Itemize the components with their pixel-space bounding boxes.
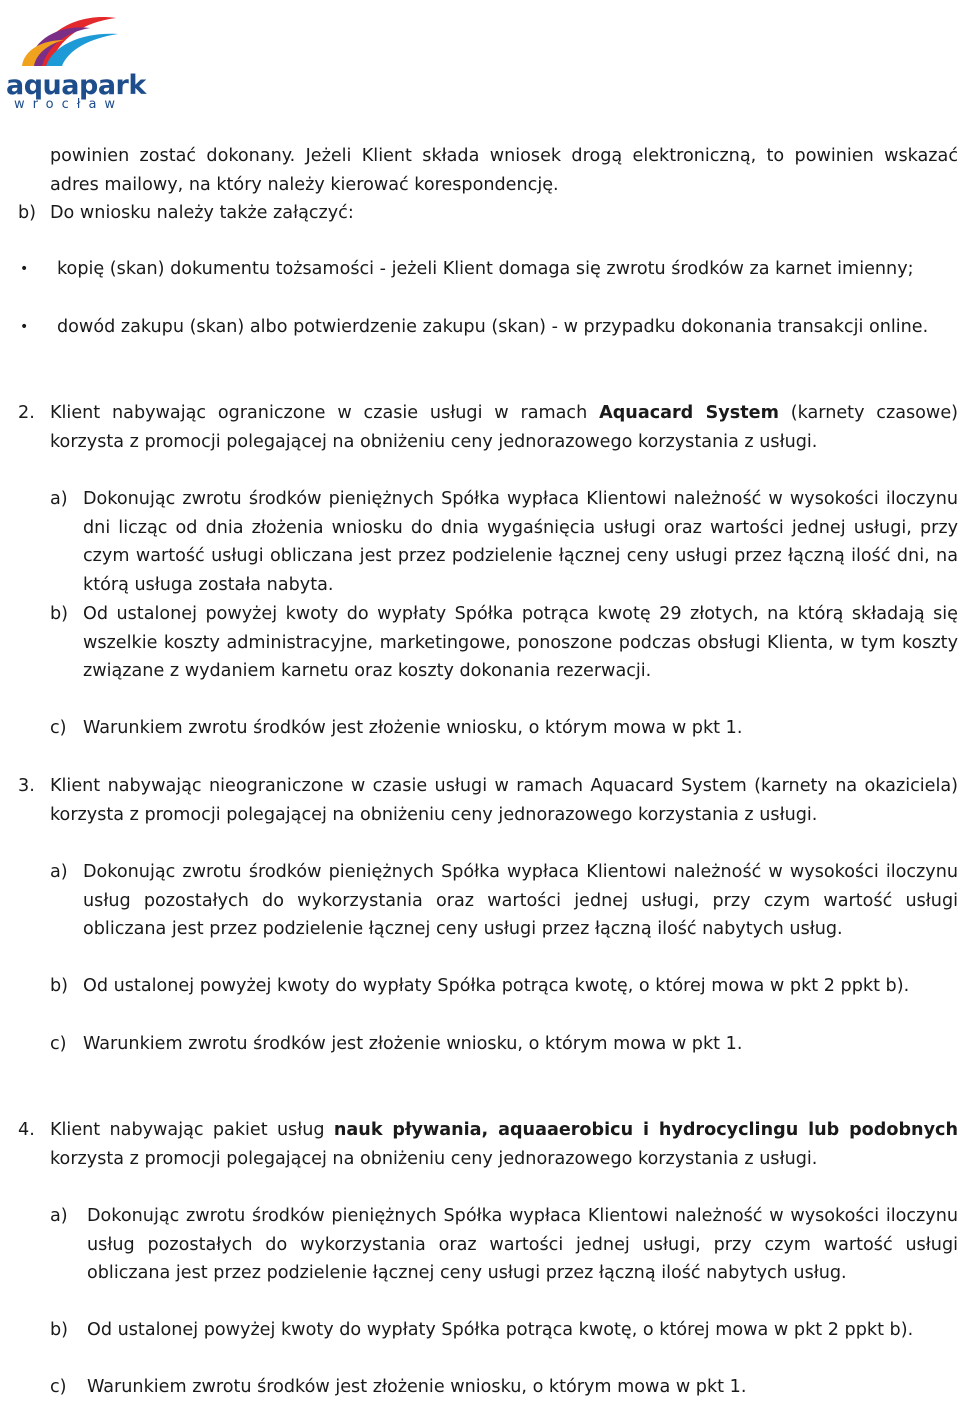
s4-item-text: Dokonując zwrotu środków pieniężnych Spółka wypłaca Klientowi należność w wysokości iloczynu usług pozostałych do wykorzystania oraz wartości jednej usługi, przy czym wartość usługi obliczana jest przez podzielenie łącznej ceny usługi przez łączną ilość nabytych usług. — [87, 1206, 958, 1284]
section-4-paragraph — [50, 1116, 958, 1173]
s4-item-label: c) — [50, 1377, 67, 1397]
bullet-item: dowód zakupu (skan) albo potwierdzenie zakupu (skan) - w przypadku dokonania transakcji online. — [57, 317, 929, 337]
s3-item-text: Dokonując zwrotu środków pieniężnych Spółka wypłaca Klientowi należność w wysokości iloczynu usług pozostałych do wykorzystania oraz wartości jednej usługi, przy czym wartość usługi obliczana jest przez podzielenie łącznej ceny usługi przez łączną ilość nabytych usług. — [83, 862, 958, 940]
s4-item-text: Warunkiem zwrotu środków jest złożenie wniosku, o którym mowa w pkt 1. — [87, 1377, 747, 1397]
logo-wordmark: aquapark — [6, 70, 146, 101]
bullet-item: kopię (skan) dokumentu tożsamości - jeżeli Klient domaga się zwrotu środków za karnet imienny; — [57, 259, 914, 279]
s2-item-label: a) — [50, 489, 68, 509]
s3-item-text: Warunkiem zwrotu środków jest złożenie wniosku, o którym mowa w pkt 1. — [83, 1034, 743, 1054]
section-3-number: 3. — [18, 776, 35, 796]
s3-item-label: a) — [50, 862, 68, 882]
s4-item-label: a) — [50, 1206, 68, 1226]
wave-logo-icon — [6, 4, 131, 74]
s3-item-label: b) — [50, 976, 69, 996]
bullet-icon: • — [20, 261, 29, 277]
s4-item-text: Od ustalonej powyżej kwoty do wypłaty Spółka potrąca kwotę, o której mowa w pkt 2 ppkt b). — [87, 1320, 914, 1340]
section-2-bold: Aquacard System — [599, 403, 779, 423]
bullet-icon: • — [20, 319, 29, 335]
section-2-paragraph — [50, 399, 958, 456]
intro-paragraph: powinien zostać dokonany. Jeżeli Klient składa wniosek drogą elektroniczną, to powinien wskazać adres mailowy, na który należy kierować korespondencję. — [50, 146, 958, 195]
intro-b-text: Do wniosku należy także załączyć: — [50, 203, 354, 223]
section-2-number: 2. — [18, 403, 35, 423]
section-4-number: 4. — [18, 1120, 35, 1140]
intro-b-label: b) — [18, 203, 37, 223]
section-2-lead: Klient nabywając ograniczone w czasie usługi w ramach — [50, 403, 588, 423]
s2-item-text: Od ustalonej powyżej kwoty do wypłaty Spółka potrąca kwotę 29 złotych, na którą składają się wszelkie koszty administracyjne, marketingowe, ponoszone podczas obsługi Klienta, w tym koszty związane z wydaniem karnetu oraz koszty dokonania rezerwacji. — [83, 604, 958, 682]
s2-item-label: b) — [50, 604, 69, 624]
s3-item-text: Od ustalonej powyżej kwoty do wypłaty Spółka potrąca kwotę, o której mowa w pkt 2 ppkt b). — [83, 976, 910, 996]
aquapark-logo — [6, 4, 146, 112]
s2-item-label: c) — [50, 718, 67, 738]
s3-item-label: c) — [50, 1034, 67, 1054]
section-2-tail: (karnety czasowe) korzysta z promocji polegającej na obniżeniu ceny jednorazowego korzystania z usługi. — [50, 403, 959, 452]
s2-item-text: Dokonując zwrotu środków pieniężnych Spółka wypłaca Klientowi należność w wysokości iloczynu dni licząc od dnia złożenia wniosku do dnia wygaśnięcia usługi oraz wartości jednej usługi, przy czym wartość usługi obliczana jest przez podzielenie łącznej ceny usługi przez łączną ilość dni, na którą usługa została nabyta. — [83, 489, 958, 596]
s4-item-label: b) — [50, 1320, 69, 1340]
section-4-lead: Klient nabywając pakiet usług — [50, 1120, 325, 1140]
s2-item-text: Warunkiem zwrotu środków jest złożenie wniosku, o którym mowa w pkt 1. — [83, 718, 743, 738]
logo-subtitle: wrocław — [13, 97, 124, 112]
section-4-tail: korzysta z promocji polegającej na obniżeniu ceny jednorazowego korzystania z usługi. — [50, 1148, 818, 1169]
section-3-paragraph: Klient nabywając nieograniczone w czasie usługi w ramach Aquacard System (karnety na okaziciela) korzysta z promocji polegającej na obniżeniu ceny jednorazowego korzystania z usługi. — [50, 776, 958, 825]
section-4-bold: nauk pływania, aquaaerobicu i hydrocyclingu lub podobnych — [333, 1120, 958, 1140]
